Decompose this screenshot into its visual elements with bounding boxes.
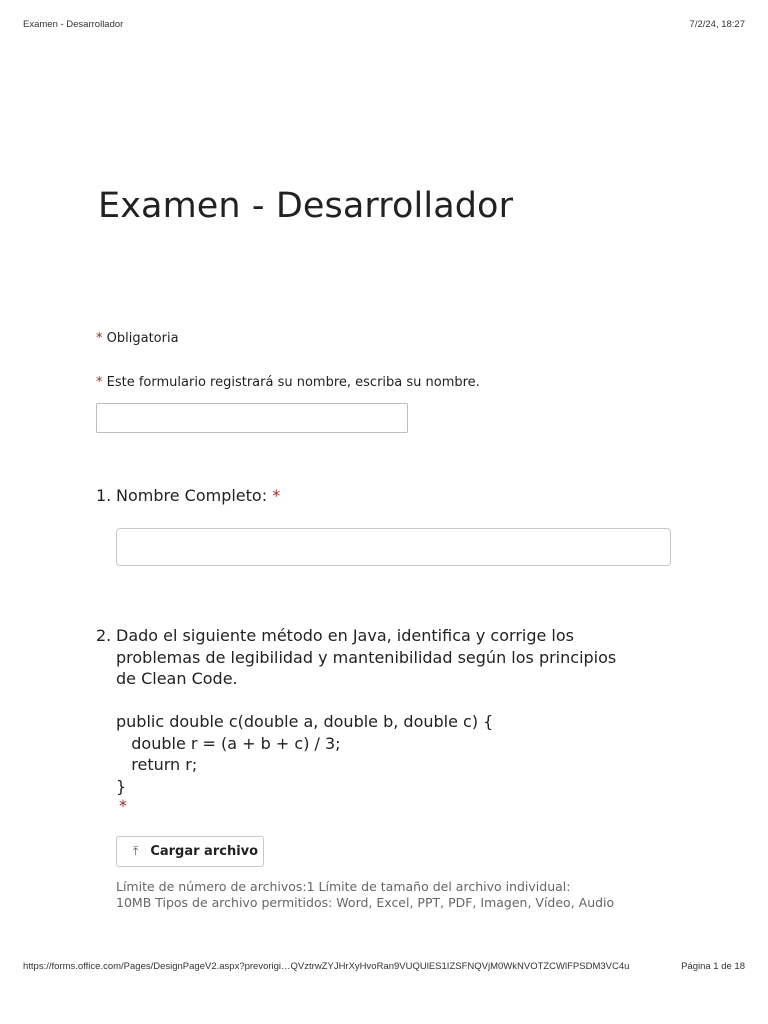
print-footer-page: Página 1 de 18 bbox=[681, 961, 745, 972]
question-1-label: Nombre Completo: bbox=[116, 486, 273, 505]
respondent-name-input[interactable] bbox=[96, 403, 408, 433]
question-2-line: de Clean Code. bbox=[116, 669, 238, 688]
question-1 bbox=[96, 486, 280, 505]
question-2-line bbox=[116, 690, 611, 712]
print-footer bbox=[23, 961, 745, 975]
question-2-number: 2. bbox=[96, 626, 112, 645]
print-footer-url: https://forms.office.com/Pages/DesignPageV2.aspx?prevorigi…QVztrwZYJHrXyHvoRan9VUQUlES1IZSFNQVjM0WkNVOTZCWlFPSDM3VC4u bbox=[23, 961, 630, 972]
required-note bbox=[96, 331, 179, 346]
question-1-text bbox=[116, 486, 280, 505]
upload-file-button[interactable] bbox=[116, 836, 264, 867]
required-star: * bbox=[96, 375, 103, 390]
name-record-note-text: Este formulario registrará su nombre, escriba su nombre. bbox=[106, 375, 480, 390]
name-record-note bbox=[96, 375, 480, 390]
upload-limits-line: Límite de número de archivos:1 Límite de tamaño del archivo individual: bbox=[116, 879, 571, 894]
upload-file-label: Cargar archivo bbox=[150, 844, 259, 859]
question-2-text bbox=[116, 625, 617, 797]
question-1-number: 1. bbox=[96, 486, 112, 505]
upload-limits-line: 10MB Tipos de archivo permitidos: Word, Excel, PPT, PDF, Imagen, Vídeo, Audio bbox=[116, 894, 615, 910]
code-line: public double c(double a, double b, double c) { bbox=[116, 712, 494, 731]
upload-limits-info bbox=[116, 879, 636, 910]
print-header-timestamp: 7/2/24, 18:27 bbox=[689, 19, 745, 30]
question-1-required-star: * bbox=[272, 486, 281, 505]
question-2-line: Dado el siguiente método en Java, identifica y corrige los bbox=[116, 626, 574, 645]
question-2-line: problemas de legibilidad y mantenibilidad según los principios bbox=[116, 647, 617, 667]
code-line: } bbox=[116, 776, 127, 796]
form-title: Examen - Desarrollador bbox=[98, 186, 514, 226]
code-line: return r; bbox=[116, 755, 198, 774]
print-header bbox=[23, 19, 745, 33]
required-star: * bbox=[96, 331, 103, 346]
print-header-title: Examen - Desarrollador bbox=[23, 19, 124, 30]
question-2 bbox=[96, 625, 616, 797]
question-2-required-star: * bbox=[119, 796, 127, 815]
code-line: double r = (a + b + c) / 3; bbox=[116, 733, 341, 753]
required-note-text: Obligatoria bbox=[106, 331, 179, 346]
full-name-input[interactable] bbox=[116, 528, 671, 566]
upload-icon: ⤒ bbox=[133, 844, 139, 858]
